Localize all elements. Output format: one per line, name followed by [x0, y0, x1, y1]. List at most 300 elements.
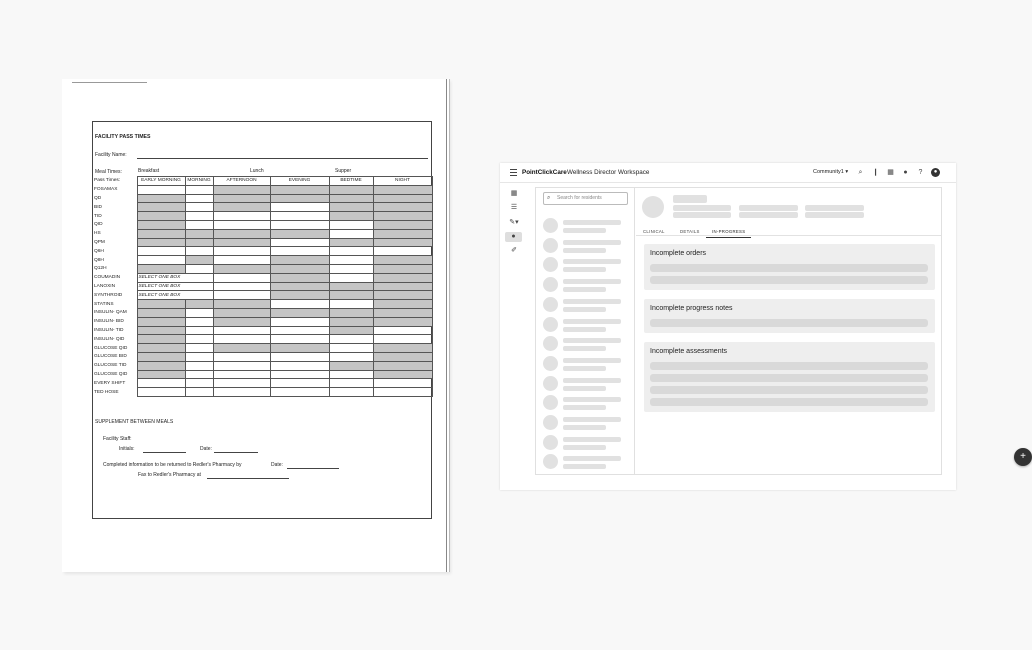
skeleton-line — [563, 299, 621, 304]
blank-cell — [213, 326, 270, 335]
form-row — [93, 370, 432, 379]
shaded-cell — [137, 335, 185, 344]
resident-list-panel — [536, 188, 635, 474]
form-row — [93, 308, 432, 317]
shaded-cell — [137, 203, 185, 212]
row-label: EVERY SHIFT — [93, 379, 137, 388]
resident-list-item[interactable] — [543, 317, 631, 333]
blank-cell — [185, 379, 213, 388]
blank-cell — [270, 212, 329, 221]
form-row — [93, 335, 432, 344]
resident-search-input[interactable] — [543, 192, 628, 205]
skeleton-line — [563, 378, 621, 383]
form-row — [93, 352, 432, 361]
meal-supper: Supper — [335, 168, 352, 174]
search-placeholder: Search for residents — [557, 195, 602, 201]
blank-cell — [137, 185, 185, 194]
row-label: FOSAMAX — [93, 185, 137, 194]
resident-list-item[interactable] — [543, 277, 631, 293]
resident-list-item[interactable] — [543, 336, 631, 352]
column-header: EARLY MORNING — [137, 177, 185, 186]
blank-cell — [185, 335, 213, 344]
skeleton-line — [563, 445, 606, 450]
shaded-cell — [137, 317, 185, 326]
facility-pass-times-document — [62, 79, 449, 572]
blank-cell — [270, 300, 329, 309]
avatar — [543, 435, 558, 450]
skeleton-bar — [650, 319, 928, 327]
person-icon[interactable]: ● — [505, 232, 522, 242]
chevron-down-icon: ▾ — [845, 169, 849, 175]
shaded-cell — [270, 256, 329, 265]
blank-cell — [185, 212, 213, 221]
shaded-cell — [137, 194, 185, 203]
column-header: BEDTIME — [329, 177, 373, 186]
select-one-box-cell: SELECT ONE BOX — [137, 282, 213, 291]
shaded-cell — [270, 229, 329, 238]
blank-cell — [185, 361, 213, 370]
meal-times-label: Meal Times: — [95, 169, 122, 175]
blank-cell — [329, 264, 373, 273]
shaded-cell — [137, 212, 185, 221]
supplement-label: SUPPLEMENT BETWEEN MEALS — [95, 419, 174, 425]
shaded-cell — [213, 308, 270, 317]
pass-times-label: Pass Times: — [93, 177, 137, 186]
blank-cell — [213, 361, 270, 370]
skeleton-line — [563, 405, 606, 410]
blank-cell — [329, 379, 373, 388]
blank-cell — [270, 238, 329, 247]
skeleton-line — [739, 212, 798, 218]
search-icon[interactable]: ⌕ — [858, 169, 863, 176]
form-row — [93, 282, 432, 291]
hamburger-menu-icon[interactable] — [510, 169, 517, 176]
blank-cell — [329, 247, 373, 256]
shaded-cell — [373, 194, 432, 203]
avatar — [543, 454, 558, 469]
initials-label: Initials: — [119, 446, 135, 452]
blank-cell — [137, 388, 185, 397]
shaded-cell — [329, 185, 373, 194]
resident-detail-panel — [636, 188, 1026, 474]
blank-cell — [329, 388, 373, 397]
detail-tabs — [636, 226, 941, 236]
column-header: EVENING — [270, 177, 329, 186]
blank-cell — [213, 335, 270, 344]
row-label: Q12H — [93, 264, 137, 273]
blank-cell — [185, 247, 213, 256]
blank-cell — [329, 344, 373, 353]
card-title: Incomplete orders — [650, 250, 707, 257]
avatar — [543, 415, 558, 430]
blank-cell — [329, 335, 373, 344]
bookmark-icon[interactable]: ❙ — [872, 169, 879, 176]
skeleton-line — [563, 346, 606, 351]
shaded-cell — [373, 203, 432, 212]
incomplete-card[interactable] — [644, 342, 935, 412]
blank-cell — [185, 220, 213, 229]
skeleton-bar — [650, 276, 928, 284]
blank-cell — [373, 335, 432, 344]
skeleton-line — [563, 279, 621, 284]
blank-cell — [270, 388, 329, 397]
form-row — [93, 212, 432, 221]
blank-cell — [329, 370, 373, 379]
form-row — [93, 344, 432, 353]
row-label: LANOXIN — [93, 282, 137, 291]
shaded-cell — [329, 317, 373, 326]
form-row — [93, 238, 432, 247]
row-label: COUMADIN — [93, 273, 137, 282]
blank-cell — [185, 352, 213, 361]
skeleton-line — [563, 259, 621, 264]
shaded-cell — [137, 238, 185, 247]
shaded-cell — [373, 220, 432, 229]
blank-cell — [329, 256, 373, 265]
skeleton-name — [673, 195, 707, 203]
pass-times-grid — [93, 176, 433, 397]
resident-list-item[interactable] — [543, 415, 631, 431]
shaded-cell — [213, 264, 270, 273]
date-line — [214, 452, 258, 453]
shaded-cell — [270, 264, 329, 273]
row-label: TID — [93, 212, 137, 221]
shaded-cell — [329, 308, 373, 317]
row-label: QID — [93, 220, 137, 229]
facility-staff-label: Facility Staff: — [103, 436, 132, 442]
shaded-cell — [270, 344, 329, 353]
row-label: QD — [93, 194, 137, 203]
card-title: Incomplete progress notes — [650, 305, 733, 312]
shaded-cell — [213, 300, 270, 309]
form-row — [93, 220, 432, 229]
skeleton-line — [563, 287, 606, 292]
fax-line — [207, 478, 289, 479]
select-one-box-cell: SELECT ONE BOX — [137, 291, 213, 300]
blank-cell — [213, 212, 270, 221]
blank-cell — [213, 379, 270, 388]
skeleton-line — [563, 248, 606, 253]
date-label: Date: — [200, 446, 212, 452]
form-row — [93, 264, 432, 273]
avatar — [543, 356, 558, 371]
shaded-cell — [373, 212, 432, 221]
resident-list-item[interactable] — [543, 376, 631, 392]
form-row — [93, 247, 432, 256]
avatar — [543, 257, 558, 272]
avatar — [543, 297, 558, 312]
blank-cell — [213, 388, 270, 397]
column-header: MORNING — [185, 177, 213, 186]
row-label: GLUCOSE TID — [93, 361, 137, 370]
blank-cell — [329, 220, 373, 229]
row-label: Q8H — [93, 256, 137, 265]
skeleton-line — [563, 397, 621, 402]
resident-list-item[interactable] — [543, 297, 631, 313]
shaded-cell — [213, 238, 270, 247]
list-icon[interactable]: ☰ — [510, 204, 518, 211]
form-row — [93, 300, 432, 309]
shaded-cell — [185, 229, 213, 238]
user-icon[interactable]: ● — [931, 168, 940, 177]
shaded-cell — [329, 326, 373, 335]
incomplete-card[interactable] — [644, 244, 935, 290]
row-label: STATINS — [93, 300, 137, 309]
blank-cell — [137, 379, 185, 388]
shaded-cell — [270, 194, 329, 203]
resident-list-item[interactable] — [543, 395, 631, 411]
blank-cell — [270, 326, 329, 335]
row-label: SYNTHROID — [93, 291, 137, 300]
resident-list-item[interactable] — [543, 218, 631, 234]
resident-avatar — [642, 196, 664, 218]
skeleton-line — [563, 240, 621, 245]
resident-list-item[interactable] — [543, 454, 631, 470]
avatar — [543, 277, 558, 292]
shaded-cell — [213, 344, 270, 353]
bell-icon[interactable]: ● — [903, 169, 908, 176]
shaded-cell — [373, 352, 432, 361]
shaded-cell — [373, 370, 432, 379]
shaded-cell — [373, 185, 432, 194]
shaded-cell — [373, 344, 432, 353]
blank-cell — [373, 247, 432, 256]
row-label: BID — [93, 203, 137, 212]
form-row — [93, 203, 432, 212]
skeleton-line — [805, 212, 864, 218]
row-label: HS — [93, 229, 137, 238]
meal-breakfast: Breakfast — [138, 168, 160, 174]
skeleton-line — [563, 228, 606, 233]
shaded-cell — [270, 308, 329, 317]
pass-times-form — [92, 121, 432, 519]
skeleton-line — [563, 464, 606, 469]
skeleton-line — [563, 425, 606, 430]
shaded-cell — [270, 291, 329, 300]
blank-cell — [185, 264, 213, 273]
blank-cell — [270, 335, 329, 344]
shaded-cell — [137, 370, 185, 379]
blank-cell — [185, 326, 213, 335]
form-row — [93, 273, 432, 282]
blank-cell — [270, 379, 329, 388]
column-header: AFTERNOON — [213, 177, 270, 186]
blank-cell — [185, 370, 213, 379]
blank-cell — [270, 370, 329, 379]
resident-list-item[interactable] — [543, 238, 631, 254]
skeleton-line — [563, 456, 621, 461]
shaded-cell — [213, 185, 270, 194]
shaded-cell — [137, 352, 185, 361]
blank-cell — [270, 317, 329, 326]
shaded-cell — [185, 300, 213, 309]
shaded-cell — [373, 317, 432, 326]
blank-cell — [213, 352, 270, 361]
blank-cell — [213, 220, 270, 229]
shaded-cell — [329, 194, 373, 203]
skeleton-line — [673, 212, 731, 218]
shaded-cell — [185, 256, 213, 265]
resident-list-item[interactable] — [543, 257, 631, 273]
shaded-cell — [213, 194, 270, 203]
community-selector[interactable] — [813, 169, 848, 175]
blank-cell — [329, 300, 373, 309]
avatar — [543, 376, 558, 391]
skeleton-line — [563, 386, 606, 391]
blank-cell — [137, 247, 185, 256]
blank-cell — [185, 317, 213, 326]
blank-cell — [185, 203, 213, 212]
shaded-cell — [329, 238, 373, 247]
facility-name-label: Facility Name: — [95, 152, 127, 158]
form-row — [93, 194, 432, 203]
shaded-cell — [270, 185, 329, 194]
skeleton-line — [563, 307, 606, 312]
row-label: GLUCOSE QID — [93, 370, 137, 379]
help-icon[interactable]: ? — [918, 169, 923, 176]
resident-list-item[interactable] — [543, 356, 631, 372]
shaded-cell — [137, 326, 185, 335]
skeleton-line — [563, 319, 621, 324]
avatar — [543, 336, 558, 351]
edit-icon[interactable]: ✐ — [511, 247, 517, 254]
row-label: INSULIN- TID — [93, 326, 137, 335]
blank-cell — [213, 282, 270, 291]
blank-cell — [270, 361, 329, 370]
shaded-cell — [329, 361, 373, 370]
shaded-cell — [213, 229, 270, 238]
notes-icon[interactable]: ✎▾ — [509, 219, 519, 226]
shaded-cell — [373, 256, 432, 265]
search-icon: ⌕ — [547, 195, 551, 201]
blank-cell — [270, 247, 329, 256]
skeleton-bar — [650, 386, 928, 394]
skeleton-bar — [650, 264, 928, 272]
shaded-cell — [137, 308, 185, 317]
skeleton-bar — [650, 398, 928, 406]
shaded-cell — [185, 238, 213, 247]
skeleton-line — [563, 366, 606, 371]
shaded-cell — [270, 282, 329, 291]
card-title: Incomplete assessments — [650, 348, 728, 355]
select-one-box-cell: SELECT ONE BOX — [137, 273, 213, 282]
skeleton-line — [563, 327, 606, 332]
shaded-cell — [373, 300, 432, 309]
tab-in-progress[interactable]: IN-PROGRESS — [706, 229, 751, 238]
add-button[interactable]: + — [1014, 448, 1032, 466]
blank-cell — [373, 326, 432, 335]
sheet-shadow-edge — [446, 79, 447, 572]
blank-cell — [185, 344, 213, 353]
blank-cell — [137, 256, 185, 265]
shaded-cell — [329, 282, 373, 291]
shaded-cell — [373, 308, 432, 317]
blank-cell — [270, 352, 329, 361]
incomplete-card[interactable] — [644, 299, 935, 333]
completed-instructions: Completed information to be returned to Redler's Pharmacy by — [103, 462, 242, 468]
shaded-cell — [137, 264, 185, 273]
calendar-icon[interactable]: ▦ — [887, 169, 894, 176]
blank-cell — [329, 229, 373, 238]
form-title: FACILITY PASS TIMES — [95, 134, 151, 140]
blank-cell — [329, 273, 373, 282]
skeleton-line — [563, 220, 621, 225]
row-label: TED HOSE — [93, 388, 137, 397]
resident-list-item[interactable] — [543, 435, 631, 451]
shaded-cell — [137, 220, 185, 229]
row-label: GLUCOSE QID — [93, 344, 137, 353]
main-content — [535, 187, 1026, 475]
skeleton-line — [563, 338, 621, 343]
blank-cell — [213, 256, 270, 265]
fax-instructions: Fax to Redler's Pharmacy at — [138, 472, 201, 478]
form-row — [93, 379, 432, 388]
form-row — [93, 229, 432, 238]
shaded-cell — [329, 212, 373, 221]
shaded-cell — [137, 229, 185, 238]
blank-cell — [213, 247, 270, 256]
blank-cell — [185, 185, 213, 194]
blank-cell — [373, 388, 432, 397]
shaded-cell — [270, 273, 329, 282]
blank-cell — [185, 194, 213, 203]
community-name: Community1 — [813, 169, 844, 175]
skeleton-bar — [650, 362, 928, 370]
column-header: NIGHT — [373, 177, 432, 186]
facility-name-line — [137, 158, 428, 159]
blank-cell — [373, 379, 432, 388]
brand-logo[interactable]: PointClickCare — [522, 169, 567, 176]
skeleton-line — [563, 267, 606, 272]
shaded-cell — [373, 238, 432, 247]
shaded-cell — [137, 344, 185, 353]
skeleton-line — [673, 205, 731, 211]
blank-cell — [213, 273, 270, 282]
row-label: INSULIN- QID — [93, 335, 137, 344]
row-label: Q6H — [93, 247, 137, 256]
form-row — [93, 256, 432, 265]
side-rail — [500, 184, 528, 490]
meal-lunch: Lunch — [250, 168, 264, 174]
avatar — [543, 317, 558, 332]
initials-line — [143, 452, 186, 453]
skeleton-line — [805, 205, 864, 211]
return-date-label: Date: — [271, 462, 283, 468]
skeleton-line — [739, 205, 798, 211]
avatar — [543, 395, 558, 410]
row-label: INSULIN- QAM — [93, 308, 137, 317]
tab-details[interactable]: DETAILS — [680, 229, 700, 234]
form-row — [93, 326, 432, 335]
shaded-cell — [213, 317, 270, 326]
form-row — [93, 291, 432, 300]
form-row — [93, 185, 432, 194]
workspace-title: Wellness Director Workspace — [567, 169, 650, 176]
skeleton-bar — [650, 374, 928, 382]
row-label: INSULIN- BID — [93, 317, 137, 326]
avatar — [543, 238, 558, 253]
tab-clinical[interactable]: CLINICAL — [643, 229, 665, 234]
skeleton-line — [563, 417, 621, 422]
skeleton-line — [563, 437, 621, 442]
shaded-cell — [373, 291, 432, 300]
shaded-cell — [373, 361, 432, 370]
shaded-cell — [373, 273, 432, 282]
shaded-cell — [373, 229, 432, 238]
dashboard-icon[interactable]: ▦ — [510, 190, 518, 197]
blank-cell — [270, 220, 329, 229]
form-row — [93, 388, 432, 397]
